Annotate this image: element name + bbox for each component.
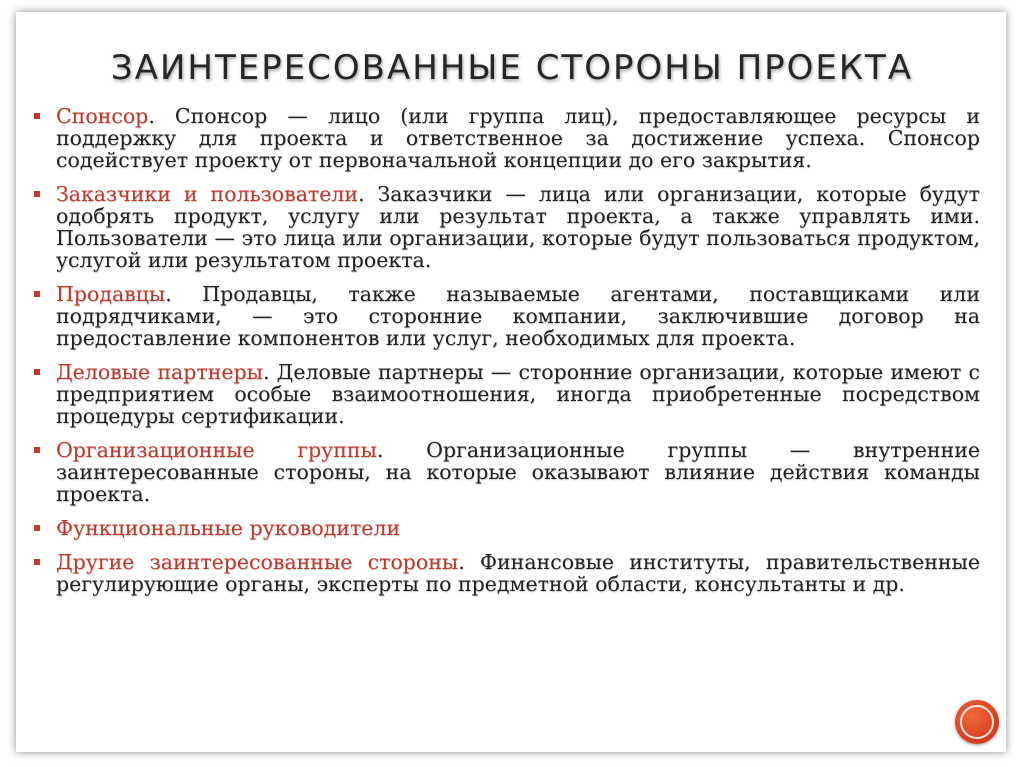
list-item-customers	[34, 183, 980, 271]
square-bullet-icon	[34, 559, 40, 565]
item-term: Заказчики и пользователи	[56, 182, 359, 206]
item-term: Другие заинтересованные стороны	[56, 550, 459, 574]
item-text: . Деловые партнеры — сторонние организации, которые имеют с предприятием особые взаимоотношения, иногда приобретенные посредством процедуры сертификации.	[56, 360, 980, 428]
list-item-partners	[34, 361, 980, 427]
item-term: Функциональные руководители	[56, 516, 401, 540]
square-bullet-icon	[34, 369, 40, 375]
page-title: ЗАИНТЕРЕСОВАННЫЕ СТОРОНЫ ПРОЕКТА	[110, 48, 914, 88]
item-text: . Продавцы, также называемые агентами, поставщиками или подрядчиками, — это сторонние компании, заключившие договор на предоставление компонентов или услуг, необходимых для проекта.	[56, 282, 980, 350]
item-text: . Спонсор — лицо (или группа лиц), предоставляющее ресурсы и поддержку для проекта и ответственное за достижение успеха. Спонсор содействует проекту от первоначальной концепции до его закрытия.	[56, 104, 980, 172]
item-term: Деловые партнеры	[56, 360, 263, 384]
item-text: . Финансовые институты, правительственные регулирующие органы, эксперты по предметной области, консультанты и др.	[56, 550, 980, 596]
square-bullet-icon	[34, 191, 40, 197]
square-bullet-icon	[34, 525, 40, 531]
round-logo-icon	[955, 700, 999, 744]
square-bullet-icon	[34, 447, 40, 453]
list-item-org-groups	[34, 439, 980, 505]
stakeholder-list	[34, 105, 980, 607]
list-item-sellers	[34, 283, 980, 349]
item-term: Продавцы	[56, 282, 166, 306]
item-text: . Организационные группы — внутренние заинтересованные стороны, на которые оказывают влияние действия команды проекта.	[56, 438, 980, 506]
logo-ring	[960, 705, 994, 739]
square-bullet-icon	[34, 291, 40, 297]
list-item-functional-managers	[34, 517, 980, 539]
item-text: . Заказчики — лица или организации, которые будут одобрять продукт, услугу или результат проекта, а также управлять ими. Пользователи — это лица или организации, которые будут пользоваться продуктом, услугой или результатом проекта.	[56, 182, 980, 272]
square-bullet-icon	[34, 113, 40, 119]
item-term: Спонсор	[56, 104, 149, 128]
item-term: Организационные группы	[56, 438, 377, 462]
list-item-sponsor	[34, 105, 980, 171]
list-item-other-stakeholders	[34, 551, 980, 595]
